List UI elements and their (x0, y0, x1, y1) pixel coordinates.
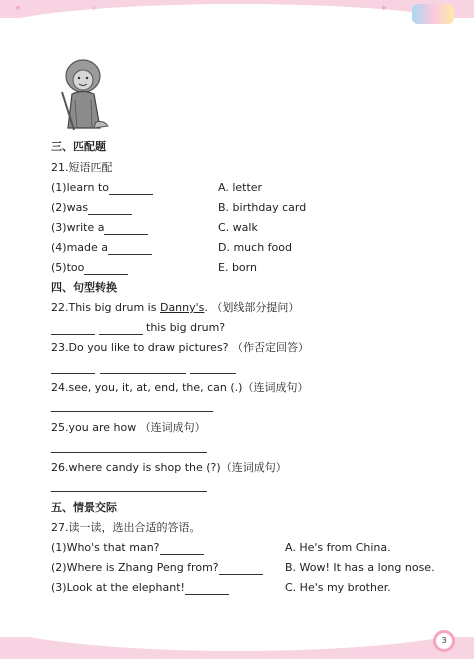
q27-right-3: C. He's my brother. (285, 581, 391, 594)
q21-left-3: (3)write a (51, 221, 148, 235)
q21-title: 21.短语匹配 (51, 161, 113, 174)
q27-right-2: B. Wow! It has a long nose. (285, 561, 435, 574)
q27-left-1: (1)Who's that man? (51, 541, 204, 555)
q27-right-1: A. He's from China. (285, 541, 391, 554)
section-match-title: 三、匹配题 (51, 140, 106, 153)
q22-question: 22.This big drum is Danny's. （划线部分提问） (51, 301, 300, 314)
answer-line (51, 491, 207, 492)
q27-left-3: (3)Look at the elephant! (51, 581, 229, 595)
q25-question: 25.you are how （连词成句） (51, 421, 206, 434)
q21-left-1: (1)learn to (51, 181, 153, 195)
q27-left-2: (2)Where is Zhang Peng from? (51, 561, 263, 575)
q24-question: 24.see, you, it, at, end, the, can (.)（连词成句） (51, 381, 309, 394)
q21-right-3: C. walk (218, 221, 258, 234)
answer-line (51, 452, 207, 453)
section-sentence-title: 四、句型转换 (51, 281, 117, 294)
q23-question: 23.Do you like to draw pictures? （作否定回答） (51, 341, 310, 354)
answer-line (190, 373, 236, 374)
star-icon: ✧ (90, 4, 98, 14)
q21-right-4: D. much food (218, 241, 292, 254)
q21-right-2: B. birthday card (218, 201, 307, 214)
sweeping-woman-icon (52, 56, 114, 134)
star-icon: ✦ (380, 4, 388, 14)
q21-left-5: (5)too (51, 261, 128, 275)
page-number: 3 (433, 630, 455, 652)
answer-line (51, 411, 213, 412)
answer-line (51, 373, 95, 374)
q21-right-5: E. born (218, 261, 257, 274)
q26-question: 26.where candy is shop the (?)（连词成句） (51, 461, 287, 474)
answer-line (100, 373, 186, 374)
q21-left-2: (2)was (51, 201, 132, 215)
q27-title: 27.读一读，选出合适的答语。 (51, 521, 201, 534)
q21-right-1: A. letter (218, 181, 263, 194)
q21-left-4: (4)made a (51, 241, 152, 255)
star-icon: ✦ (14, 4, 22, 14)
header-badge-icon (412, 4, 454, 24)
section-situation-title: 五、情景交际 (51, 501, 117, 514)
q22-answer-line: this big drum? (51, 321, 225, 335)
